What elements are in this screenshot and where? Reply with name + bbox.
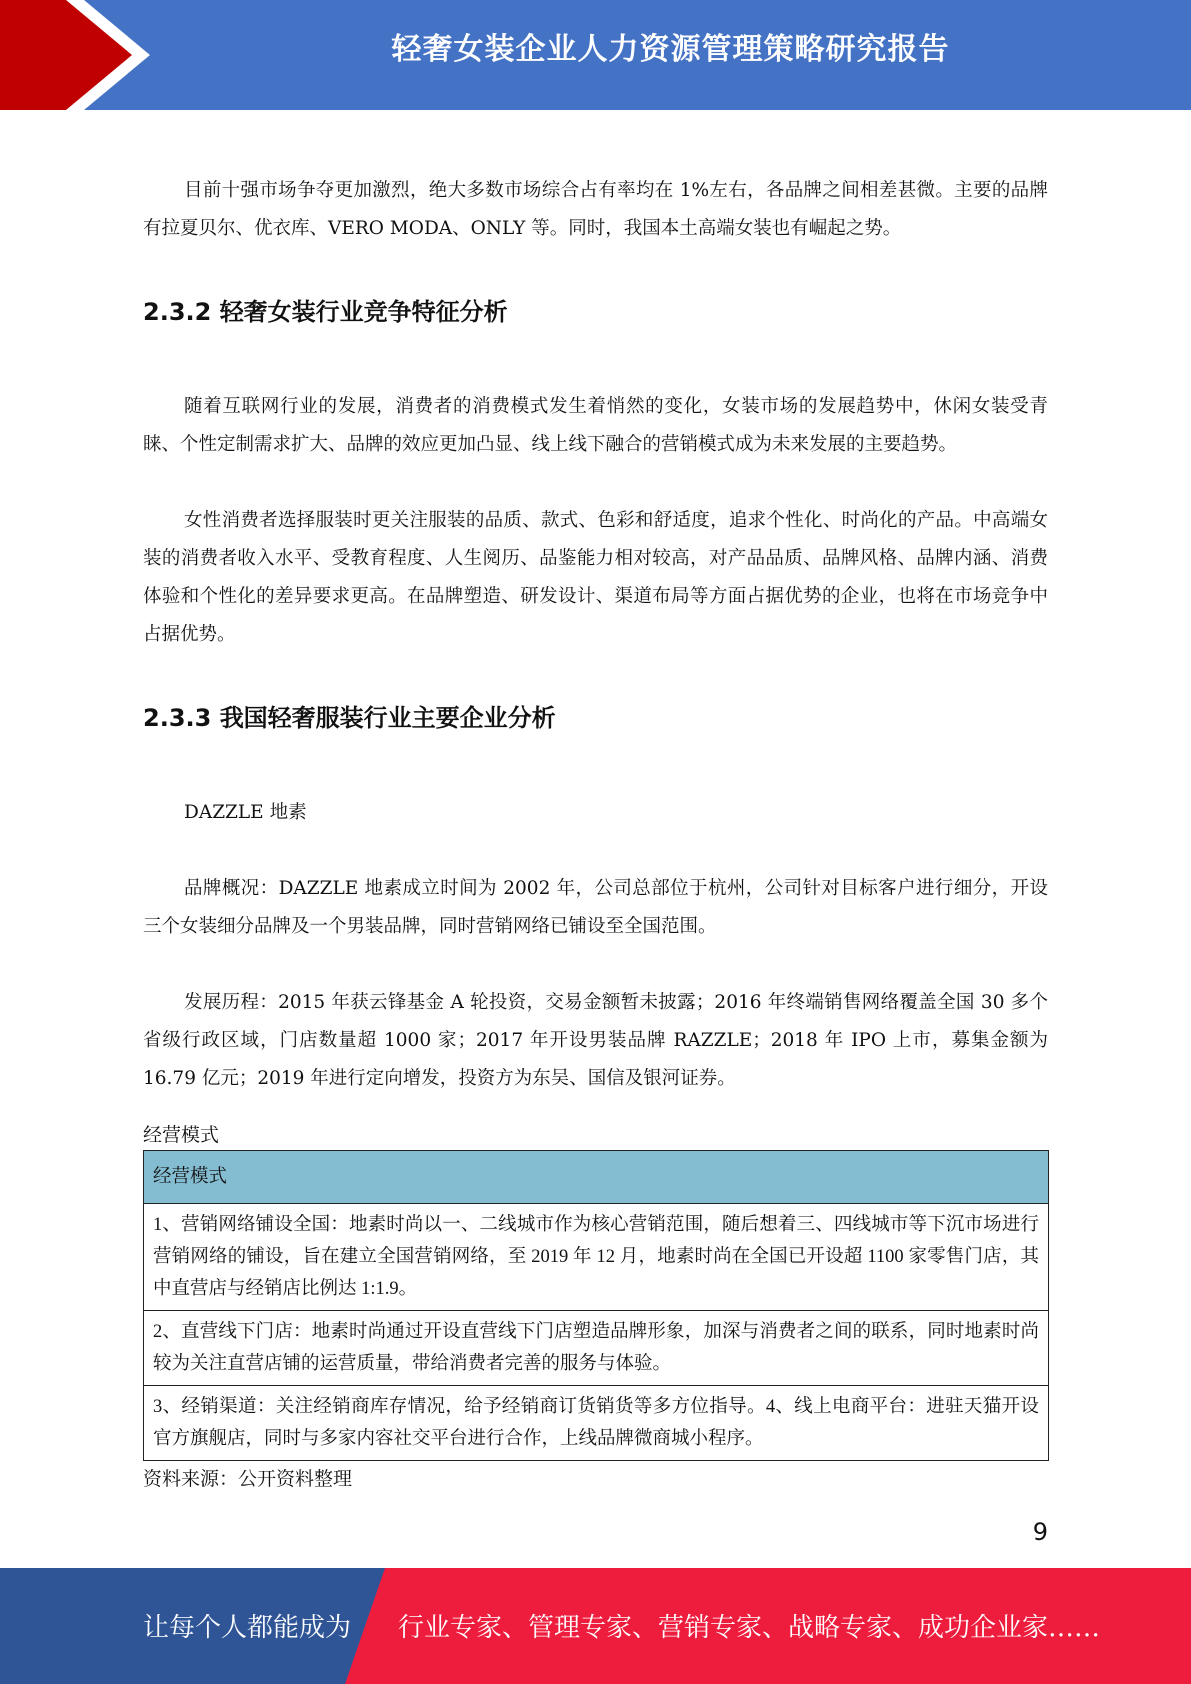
paragraph-trends: 随着互联网行业的发展，消费者的消费模式发生着悄然的变化，女装市场的发展趋势中，休闲女装受青睐、个性定制需求扩大、品牌的效应更加凸显、线上线下融合的营销模式成为未来发展的主要趋势。 (143, 396, 1048, 455)
header-arrow-icon (0, 0, 132, 110)
paragraph-development-history: 发展历程：2015 年获云锋基金 A 轮投资，交易金额暂未披露；2016 年终端销售网络覆盖全国 30 多个省级行政区域，门店数量超 1000 家；2017 年开设男装品牌 RAZZLE；2018 年 IPO 上市，募集金额为 16.79 亿元；2019 年进行定向增发，投资方为东吴、国信及银河证券。 (143, 992, 1048, 1089)
paragraph-brand-overview: 品牌概况：DAZZLE 地素成立时间为 2002 年，公司总部位于杭州，公司针对目标客户进行细分，开设三个女装细分品牌及一个男装品牌，同时营销网络已铺设至全国范围。 (143, 878, 1048, 937)
table-row (144, 1386, 1049, 1461)
company-name: DAZZLE 地素 (184, 802, 307, 823)
table-row (144, 1311, 1049, 1386)
footer-slogan-left: 让每个人都能成为 (143, 1613, 352, 1643)
table-header-cell: 经营模式 (144, 1151, 1049, 1204)
paragraph-consumers: 女性消费者选择服装时更关注服装的品质、款式、色彩和舒适度，追求个性化、时尚化的产品。中高端女装的消费者收入水平、受教育程度、人生阅历、品鉴能力相对较高，对产品品质、品牌风格、品牌内涵、消费体验和个性化的差异要求更高。在品牌塑造、研发设计、渠道布局等方面占据优势的企业，也将在市场竞争中占据优势。 (143, 510, 1048, 645)
paragraph-intro: 目前十强市场争夺更加激烈，绝大多数市场综合占有率均在 1%左右，各品牌之间相差甚微。主要的品牌有拉夏贝尔、优衣库、VERO MODA、ONLY 等。同时，我国本土高端女装也有崛起之势。 (143, 180, 1048, 239)
footer-slogan-right: 行业专家、管理专家、营销专家、战略专家、成功企业家…… (398, 1613, 1101, 1643)
report-title: 轻奢女装企业人力资源管理策略研究报告 (391, 32, 950, 67)
table-cell-direct-stores: 2、直营线下门店：地素时尚通过开设直营线下门店塑造品牌形象，加深与消费者之间的联系，同时地素时尚较为关注直营店铺的运营质量，带给消费者完善的服务与体验。 (144, 1311, 1049, 1386)
table-cell-marketing-network: 1、营销网络铺设全国：地素时尚以一、二线城市作为核心营销范围，随后想着三、四线城市等下沉市场进行营销网络的铺设，旨在建立全国营销网络，至 2019 年 12 月，地素时尚在全国已开设超 1100 家零售门店，其中直营店与经销店比例达 1:1.9。 (144, 1204, 1049, 1311)
table-cell-distribution-channels: 3、经销渠道：关注经销商库存情况，给予经销商订货销货等多方位指导。4、线上电商平台：进驻天猫开设官方旗舰店，同时与多家内容社交平台进行合作，上线品牌微商城小程序。 (144, 1386, 1049, 1461)
table-header-row (144, 1151, 1049, 1204)
page-content (143, 172, 1048, 1497)
section-heading-2-3-2: 2.3.2 轻奢女装行业竞争特征分析 (143, 298, 508, 326)
section-heading-2-3-3: 2.3.3 我国轻奢服装行业主要企业分析 (143, 704, 556, 732)
table-row (144, 1204, 1049, 1311)
data-source-note: 资料来源：公开资料整理 (143, 1468, 353, 1490)
page-header (0, 0, 1191, 110)
page-number: 9 (1032, 1518, 1048, 1546)
table-caption: 经营模式 (143, 1124, 220, 1146)
business-model-table (143, 1150, 1049, 1461)
